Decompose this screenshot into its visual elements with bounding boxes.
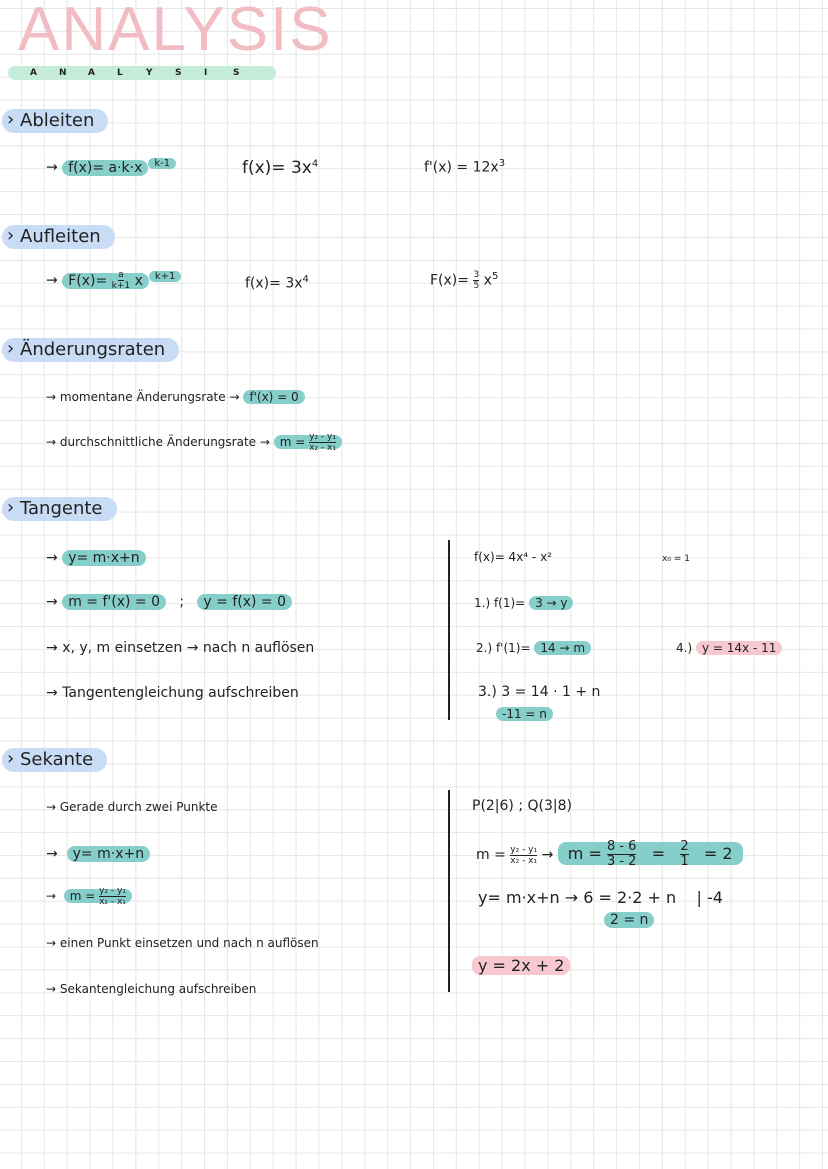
sekante-slope xyxy=(476,840,743,869)
tangente-step: → y= m·x+n xyxy=(46,550,146,566)
sekante-step: → Sekantengleichung aufschreiben xyxy=(46,982,257,996)
example-f: f(x)= 3x xyxy=(242,158,312,178)
tangente-step4 xyxy=(676,641,782,655)
formula: f'(x) = 0 xyxy=(243,390,304,404)
heading-tangente: › Tangente xyxy=(2,497,117,521)
m-prefix: m = xyxy=(279,435,306,449)
result: y = 14x - 11 xyxy=(696,641,782,655)
rule-x: x xyxy=(134,272,143,289)
aufleiten-example-F xyxy=(430,270,498,291)
step-text: m = xyxy=(69,889,96,903)
momentane-aenderungsrate: → momentane Änderungsrate → f'(x) = 0 xyxy=(46,390,305,404)
tangente-x0: x₀ = 1 xyxy=(662,554,690,564)
exponent: 3 xyxy=(498,158,506,169)
tangente-step: → m = f'(x) = 0 ; y = f(x) = 0 xyxy=(46,594,292,610)
label: 1.) f(1)= xyxy=(474,596,526,610)
m-prefix: m = xyxy=(567,844,602,863)
step-text: y= m·x+n xyxy=(67,846,150,862)
heading-ableiten: › Ableiten xyxy=(2,109,108,133)
label: momentane Änderungsrate → xyxy=(59,390,240,404)
rule-prefix: F(x)= xyxy=(68,272,108,289)
value: 14 → m xyxy=(534,641,591,655)
exponent: 4 xyxy=(311,158,319,170)
label: 2.) f'(1)= xyxy=(476,641,531,655)
divider xyxy=(448,790,450,992)
tangente-step: → x, y, m einsetzen → nach n auflösen xyxy=(46,640,315,656)
m-prefix: m = xyxy=(476,847,506,863)
fraction: $\frac{3}{5}$ xyxy=(473,270,480,291)
example-F: F(x)= xyxy=(430,272,469,289)
example-f: f(x)= 3x xyxy=(245,275,303,292)
note: | -4 xyxy=(696,888,723,907)
sekante-step: → Gerade durch zwei Punkte xyxy=(46,800,218,814)
title-letter: Y xyxy=(146,68,153,78)
separator: ; xyxy=(179,594,185,610)
title-letters xyxy=(30,66,262,80)
fraction: $\frac{2}{1}$ xyxy=(680,839,689,869)
tangente-step1 xyxy=(474,596,573,610)
exponent: 4 xyxy=(302,274,309,285)
tangente-step3: 3.) 3 = 14 · 1 + n xyxy=(478,684,601,700)
step-text: Gerade durch zwei Punkte xyxy=(59,800,218,814)
equals: = xyxy=(651,844,666,863)
step-text: Tangentengleichung aufschreiben xyxy=(62,685,299,701)
sekante-line-equation xyxy=(478,888,723,907)
step-text: Sekantengleichung aufschreiben xyxy=(59,982,257,996)
rule-formula: f(x)= a·k·x xyxy=(62,160,148,176)
fraction: $\frac{\text{y₂ - y₁}}{\text{x₂ - x₁}}$ xyxy=(309,432,336,453)
exponent: 5 xyxy=(491,270,499,282)
aufleiten-example-f xyxy=(245,274,309,292)
tangente-function: f(x)= 4x⁴ - x² xyxy=(474,550,552,564)
rule-exponent: k-1 xyxy=(148,158,176,169)
step-text: y = f(x) = 0 xyxy=(197,594,292,610)
ableiten-example-f xyxy=(242,158,318,178)
step-text: x, y, m einsetzen → nach n auflösen xyxy=(62,640,315,656)
rule-fraction: $\frac{a}{k+1}$ xyxy=(111,270,131,291)
label: durchschnittliche Änderungsrate → xyxy=(59,435,270,449)
divider xyxy=(448,540,450,720)
arrow-icon: → xyxy=(541,847,554,863)
title-letter: I xyxy=(204,68,208,78)
equation: y= m·x+n → 6 = 2·2 + n xyxy=(478,888,677,907)
step-text: y= m·x+n xyxy=(62,550,145,566)
x: x xyxy=(483,272,492,289)
fraction: $\frac{8 - 6}{3 - 2}$ xyxy=(606,839,637,869)
tangente-step: → Tangentengleichung aufschreiben xyxy=(46,685,299,701)
heading-aufleiten: › Aufleiten xyxy=(2,225,115,249)
sekante-step: → einen Punkt einsetzen und nach n auflösen xyxy=(46,936,319,950)
step-text: m = f'(x) = 0 xyxy=(62,594,166,610)
fraction: $\frac{\text{y₂ - y₁}}{\text{x₂ - x₁}}$ xyxy=(510,844,538,866)
rule-exponent: k+1 xyxy=(149,271,182,282)
result: -11 = n xyxy=(496,707,553,721)
title-letter: S xyxy=(175,68,182,78)
step-text: einen Punkt einsetzen und nach n auflösen xyxy=(59,936,319,950)
value: 3 → y xyxy=(529,596,573,610)
heading-sekante: › Sekante xyxy=(2,748,107,772)
tangente-n-result xyxy=(496,707,553,721)
title-watermark: ANALYSIS xyxy=(18,0,333,64)
fraction: $\frac{\text{y₂ - y₁}}{\text{x₂ - x₁}}$ xyxy=(99,886,126,907)
label: 4.) xyxy=(676,641,693,655)
ableiten-rule: → f(x)= a·k·x $^{k-1}$ xyxy=(46,158,176,176)
aufleiten-rule: → F(x)= $\frac{a}{k+1}$ x $^{k+1}$ xyxy=(46,270,181,291)
title-letter: S xyxy=(233,68,240,78)
sekante-step: → m = $\frac{\text{y₂ - y₁}}{\text{x₂ - x₁}}$ xyxy=(46,886,132,907)
sekante-points: P(2|6) ; Q(3|8) xyxy=(472,798,572,814)
title-letter: N xyxy=(59,68,67,78)
result: = 2 xyxy=(703,844,733,863)
ableiten-example-fprime xyxy=(424,158,505,176)
tangente-step2 xyxy=(476,641,591,655)
title-letter: A xyxy=(88,68,95,78)
sekante-result xyxy=(472,956,570,975)
result: y = 2x + 2 xyxy=(472,956,570,975)
durchschnittliche-aenderungsrate: → durchschnittliche Änderungsrate → m = $\frac{\text{y₂ - y₁}}{\text{x₂ - x₁}}$ xyxy=(46,432,342,453)
sekante-n-result xyxy=(604,912,654,928)
sekante-step: → y= m·x+n xyxy=(46,846,150,862)
title-letter: L xyxy=(117,68,123,78)
result: 2 = n xyxy=(604,912,654,928)
title-letter: A xyxy=(30,68,37,78)
heading-aenderungsraten: › Änderungsraten xyxy=(2,338,179,362)
example-fprime: f'(x) = 12x xyxy=(424,159,499,176)
